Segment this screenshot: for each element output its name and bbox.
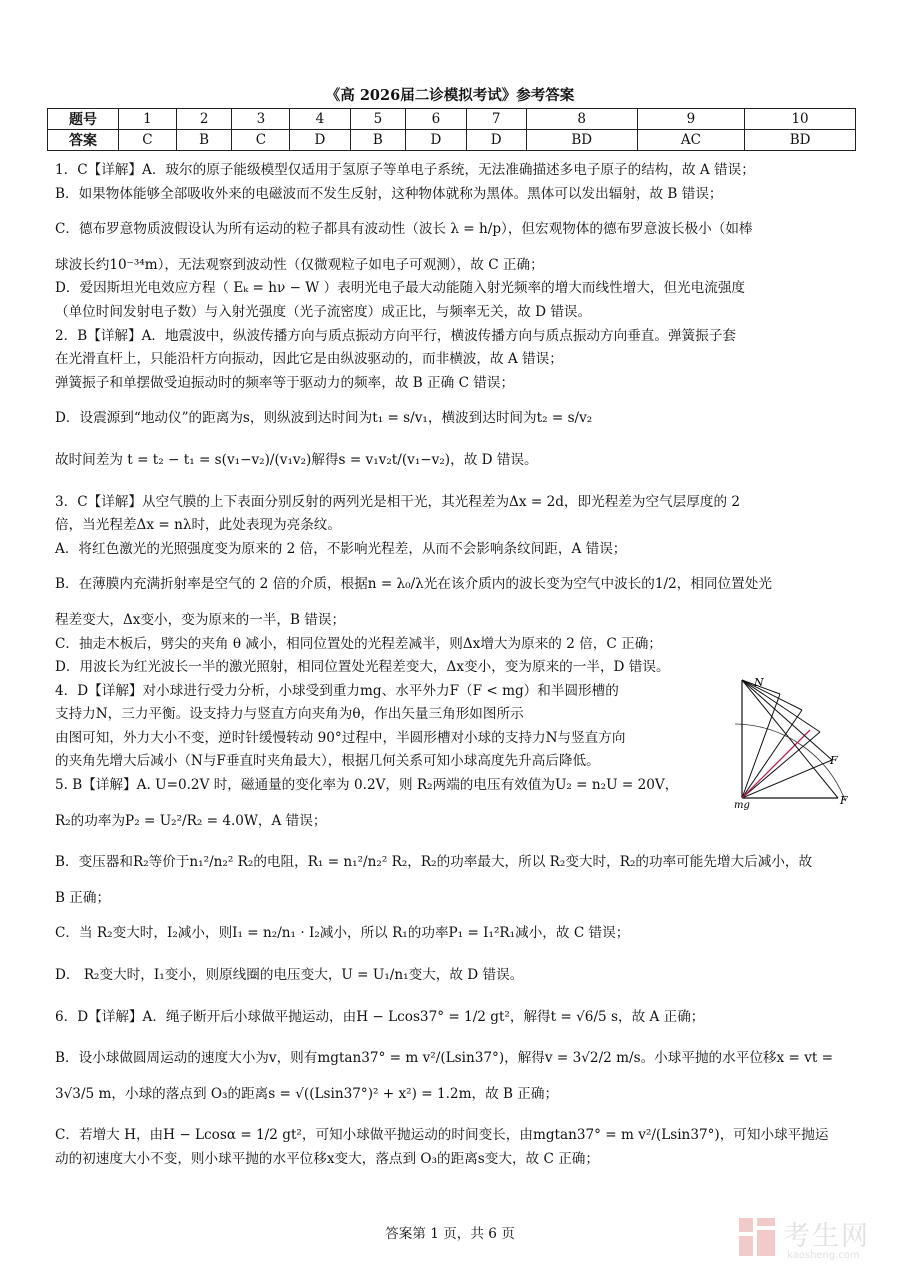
answer-cell: C — [232, 130, 290, 151]
question-number-row — [48, 109, 856, 130]
text-line: 倍，当光程差Δx = nλ时，此处表现为亮条纹。 — [55, 517, 341, 534]
watermark — [737, 1212, 897, 1268]
row-header-answer: 答案 — [48, 130, 119, 151]
text-line: 的夹角先增大后减小（N与F垂直时夹角最大），根据几何关系可知小球高度先升高后降低。 — [55, 753, 600, 770]
answer-cell: AC — [637, 130, 745, 151]
text-line: 动的初速度大小不变，则小球平抛的水平位移x变大，落点到 O₃的距离s变大，故 C 正确； — [55, 1151, 599, 1167]
page-title: 《高 2026届二诊模拟考试》参考答案 — [325, 87, 575, 104]
label-f: F — [840, 794, 848, 807]
q-number: 2 — [176, 109, 232, 130]
answer-cell: D — [290, 130, 350, 151]
watermark-text: 考生网 — [783, 1221, 870, 1252]
answer-row — [48, 130, 856, 151]
answer-cell: BD — [526, 130, 637, 151]
label-mg: mg — [734, 800, 750, 811]
n-vector — [742, 680, 802, 710]
answer-cell: D — [466, 130, 526, 151]
kaosheng-logo-icon — [737, 1212, 779, 1260]
q-number: 1 — [119, 109, 177, 130]
text-line: 支持力N，三力平衡。设支持力与竖直方向夹角为θ，作出矢量三角形如图所示 — [55, 706, 524, 723]
text-line: B．如果物体能够全部吸收外来的电磁波而不发生反射，这种物体就称为黑体。黑体可以发出辐射，故 B 错误； — [55, 185, 723, 202]
answer-cell: C — [119, 130, 177, 151]
text-line: B 正确； — [55, 889, 111, 906]
answer-cell: BD — [745, 130, 856, 151]
text-line: D． R₂变大时，I₁变小，则原线圈的电压变大，U = U₁/n₁变大，故 D 错误。 — [55, 967, 524, 984]
q-number: 8 — [526, 109, 637, 130]
text-line: D．设震源到“地动仪”的距离为s，则纵波到达时间为t₁ = s/v₁，横波到达时间为t₂ = s/v₂ — [55, 410, 593, 427]
text-line: 在光滑直杆上，只能沿杆方向振动，因此它是由纵波驱动的，而非横波，故 A 错误； — [55, 351, 563, 368]
n-vector — [742, 680, 838, 798]
q-number: 3 — [232, 109, 290, 130]
text-line: 由图可知，外力大小不变，逆时针缓慢转动 90°过程中，半圆形槽对小球的支持力N与竖直方向 — [55, 729, 626, 746]
text-line: 2．B【详解】A．地震波中，纵波传播方向与质点振动方向平行，横波传播方向与质点振动方向垂直。弹簧振子套 — [55, 327, 736, 344]
text-line: 6．D【详解】A．绳子断开后小球做平抛运动，由H − Lcos37° = 1/2 gt²，解得t = √6/5 s，故 A 正确； — [55, 1008, 705, 1025]
text-line: R₂的功率为P₂ = U₂²/R₂ = 4.0W，A 错误； — [55, 812, 327, 829]
text-line: C．当 R₂变大时，I₂减小，则I₁ = n₂/n₁ · I₂减小，所以 R₁的功率P₁ = I₁²R₁减小，故 C 错误； — [55, 925, 630, 942]
text-line: 4．D【详解】对小球进行受力分析，小球受到重力mg、水平外力F（F < mg）和半圆形槽的 — [55, 682, 619, 699]
q-number: 6 — [406, 109, 466, 130]
label-n: N — [754, 676, 764, 689]
q-number: 7 — [466, 109, 526, 130]
row-header-number: 题号 — [48, 109, 119, 130]
text-line: 程差变大，Δx变小，变为原来的一半，B 错误； — [55, 611, 346, 628]
q-number: 9 — [637, 109, 745, 130]
watermark-url: kaosheng.com — [787, 1250, 860, 1261]
text-line: 5. B【详解】A. U=0.2V 时，磁通量的变化率为 0.2V，则 R₂两端的电压有效值为U₂ = n₂U = 20V， — [55, 777, 679, 794]
label-f: F — [830, 754, 838, 767]
text-line: C．抽走木板后，劈尖的夹角 θ 减小，相同位置处的光程差减半，则Δx增大为原来的 2 倍，C 正确； — [55, 635, 662, 652]
text-line: C．若增大 H，由H − Lcosα = 1/2 gt²，可知小球做平抛运动的时间变长，由mgtan37° = m v²/(Lsin37°)，可知小球平抛运 — [55, 1127, 829, 1144]
text-line: 故时间差为 t = t₂ − t₁ = s(v₁−v₂)/(v₁v₂)解得s = v₁v₂t/(v₁−v₂)，故 D 错误。 — [55, 451, 538, 468]
page-footer: 答案第 1 页，共 6 页 — [385, 1226, 515, 1242]
text-line: D．用波长为红光波长一半的激光照射，相同位置处光程差变大，Δx变小，变为原来的一半，D 错误。 — [55, 659, 670, 676]
text-line: B．在薄膜内充满折射率是空气的 2 倍的介质，根据n = λ₀/λ光在该介质内的波长变为空气中波长的1/2，相同位置处光 — [55, 576, 772, 593]
text-line: 球波长约10⁻³⁴m），无法观察到波动性（仅微观粒子如电子可观测），故 C 正确； — [55, 256, 544, 273]
text-line: B．设小球做圆周运动的速度大小为v，则有mgtan37° = m v²/(Lsin37°)，解得v = 3√2/2 m/s。小球平抛的水平位移x = vt = — [55, 1050, 834, 1067]
text-line: 弹簧振子和单摆做受迫振动时的频率等于驱动力的频率，故 B 正确 C 错误； — [55, 374, 515, 391]
answer-explanations — [55, 159, 855, 1172]
text-line: B．变压器和R₂等价于n₁²/n₂² R₂的电阻，R₁ = n₁²/n₂² R₂，R₂的功率最大，所以 R₂变大时，R₂的功率可能先增大后减小，故 — [55, 854, 813, 871]
n-max-angle-vector — [742, 730, 810, 798]
text-line: C．德布罗意物质波假设认为所有运动的粒子都具有波动性（波长 λ = h/p），但宏观物体的德布罗意波长极小（如棒 — [55, 221, 753, 238]
q-number: 5 — [350, 109, 406, 130]
text-line: （单位时间发射电子数）与入射光强度（光子流密度）成正比，与频率无关，故 D 错误。 — [55, 303, 592, 320]
answer-cell: B — [350, 130, 406, 151]
q-number: 10 — [745, 109, 856, 130]
text-line: 1．C【详解】A．玻尔的原子能级模型仅适用于氢原子等单电子系统，无法准确描述多电子原子的结构，故 A 错误； — [55, 162, 755, 178]
text-line: A．将红色激光的光照强度变为原来的 2 倍，不影响光程差，从而不会影响条纹间距，A 错误； — [55, 540, 627, 557]
answer-table — [47, 108, 856, 151]
text-line: 3√3/5 m，小球的落点到 O₃的距离s = √((Lsin37°)² + x²) = 1.2m，故 B 正确； — [55, 1085, 559, 1102]
text-line: D．爱因斯坦光电效应方程（ Eₖ = hν − W ）表明光电子最大动能随入射光频率的增大而线性增大，但光电流强度 — [55, 280, 746, 297]
n-vector — [742, 680, 832, 760]
text-line: 3．C【详解】从空气膜的上下表面分别反射的两列光是相干光，其光程差为Δx = 2d，即光程差为空气层厚度的 2 — [55, 493, 741, 510]
answer-cell: D — [406, 130, 466, 151]
answer-cell: B — [176, 130, 232, 151]
force-triangle-diagram — [730, 672, 855, 812]
q-number: 4 — [290, 109, 350, 130]
